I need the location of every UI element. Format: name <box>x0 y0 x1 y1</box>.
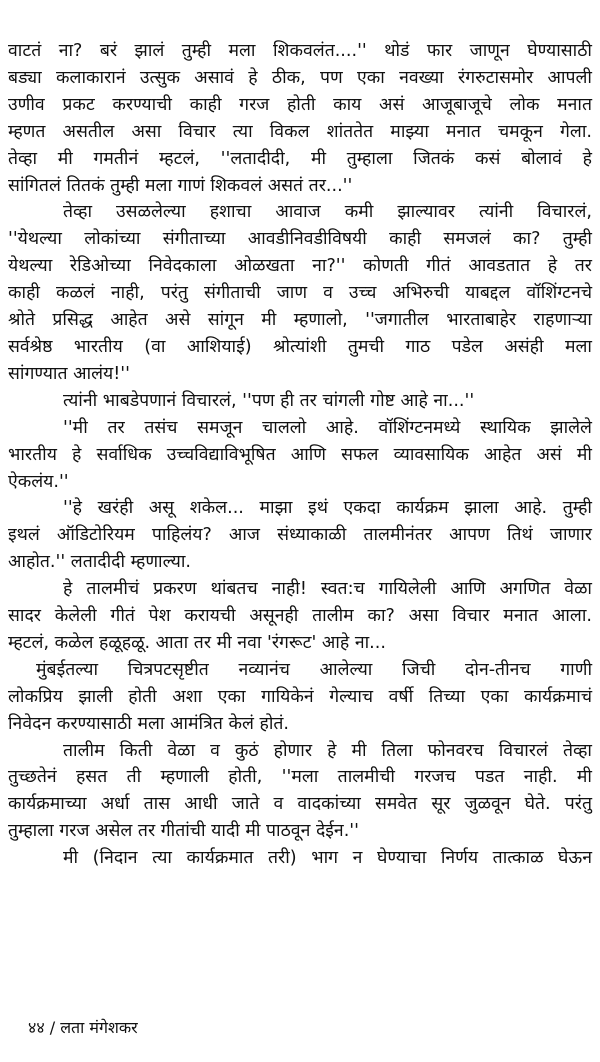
text-line: सांगितलं तितकं तुम्ही मला गाणं शिकवलं असतं तर...'' <box>8 175 353 196</box>
text-line: इथलं ऑडिटोरियम पाहिलंय? आज संध्याकाळी तालमीनंतर आपण तिथं जाणार <box>8 525 592 546</box>
text-line: मी (निदान त्या कार्यक्रमात तरी) भाग न घेण्याचा निर्णय तात्काळ घेऊन <box>63 848 592 869</box>
text-line: म्हटलं, कळेल हळूहळू. आता तर मी नवा 'रंगरूट' आहे ना... <box>8 632 386 653</box>
text-line: सांगण्यात आलंय!'' <box>8 363 130 384</box>
text-line: तेव्हा मी गमतीनं म्हटलं, ''लतादीदी, मी तुम्हाला जितकं कसं बोलावं हे <box>8 148 592 169</box>
text-line: निवेदन करण्यासाठी मला आमंत्रित केलं होतं. <box>8 713 289 734</box>
text-line: तालीम किती वेळा व कुठं होणार हे मी तिला फोनवरच विचारलं तेव्हा <box>63 740 592 761</box>
text-line: ऐकलंय.'' <box>8 471 69 492</box>
text-line: बड्या कलाकारानं उत्सुक असावं हे ठीक, पण एका नवख्या रंगरुटासमोर आपली <box>8 67 592 88</box>
text-line: हे तालमीचं प्रकरण थांबतच नाही! स्वत:च गायिलेली आणि अगणित वेळा <box>63 579 592 600</box>
text-line: त्यांनी भाबडेपणानं विचारलं, ''पण ही तर चांगली गोष्ट आहे ना...'' <box>63 390 475 411</box>
text-line: आहोत.'' लतादीदी म्हणाल्या. <box>8 552 191 573</box>
text-line: लोकप्रिय झाली होती अशा एका गायिकेनं गेल्याच वर्षी तिच्या एका कार्यक्रमाचं <box>8 686 592 707</box>
text-line: भारतीय हे सर्वाधिक उच्चविद्याविभूषित आणि सफल व्यावसायिक आहेत असं मी <box>8 444 592 465</box>
text-line: येथल्या रेडिओच्या निवेदकाला ओळखता ना?'' कोणती गीतं आवडतात हे तर <box>8 256 592 277</box>
text-line: सर्वश्रेष्ठ भारतीय (वा आशियाई) श्रोत्यांशी तुमची गाठ पडेल असंही मला <box>8 336 592 357</box>
text-line: सादर केलेली गीतं पेश करायची असूनही तालीम का? असा विचार मनात आला. <box>8 606 592 627</box>
text-line: मुंबईतल्या चित्रपटसृष्टीत नव्यानंच आलेल्या जिची दोन-तीनच गाणी <box>36 659 592 680</box>
text-line: ''मी तर तसंच समजून चाललो आहे. वॉशिंग्टनमध्ये स्थायिक झालेले <box>63 417 592 438</box>
body-text <box>8 38 592 872</box>
text-line: काही कळलं नाही, परंतु संगीताची जाण व उच्च अभिरुची याबद्दल वॉशिंग्टनचे <box>8 283 592 304</box>
text-line: म्हणत असतील असा विचार त्या विकल शांततेत माझ्या मनात चमकून गेला. <box>8 121 592 142</box>
text-line: उणीव प्रकट करण्याची काही गरज होती काय असं आजूबाजूचे लोक मनात <box>8 94 592 115</box>
text-line: तुच्छतेनं हसत ती म्हणाली होती, ''मला तालमीची गरजच पडत नाही. मी <box>8 767 592 788</box>
page-footer: ४४ / लता मंगेशकर <box>28 1018 138 1037</box>
text-line: ''हे खरंही असू शकेल... माझा इथं एकदा कार्यक्रम झाला आहे. तुम्ही <box>63 498 592 519</box>
text-line: तेव्हा उसळलेल्या हशाचा आवाज कमी झाल्यावर त्यांनी विचारलं, <box>63 202 592 223</box>
text-line: श्रोते प्रसिद्ध आहेत असे सांगून मी म्हणालो, ''जगातील भारताबाहेर राहणाऱ्या <box>8 310 592 331</box>
text-line: ''येथल्या लोकांच्या संगीताच्या आवडीनिवडीविषयी काही समजलं का? तुम्ही <box>8 229 592 250</box>
text-line: वाटतं ना? बरं झालं तुम्ही मला शिकवलंत....'' थोडं फार जाणून घेण्यासाठी <box>8 41 592 61</box>
text-line: कार्यक्रमाच्या अर्धा तास आधी जाते व वादकांच्या समवेत सूर जुळवून घेते. परंतु <box>8 794 592 815</box>
text-line: तुम्हाला गरज असेल तर गीतांची यादी मी पाठवून देईन.'' <box>8 821 359 842</box>
